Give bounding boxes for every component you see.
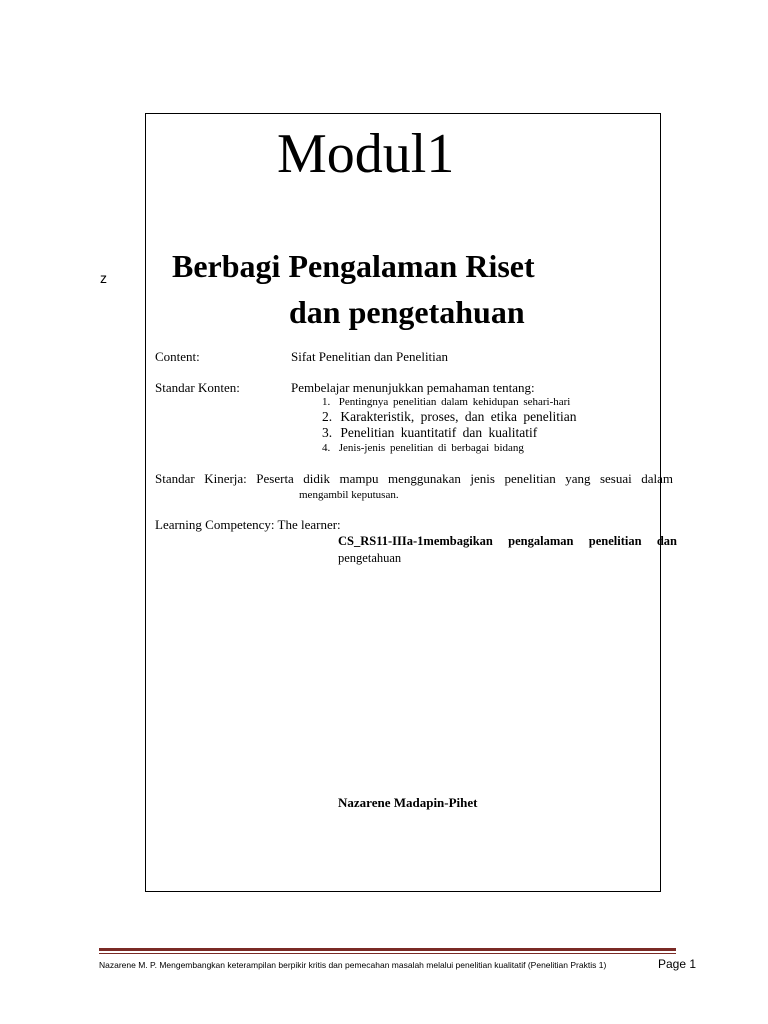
content-label: Content: — [155, 349, 200, 364]
competency-continuation: pengetahuan — [338, 551, 402, 565]
footer-text: Nazarene M. P. Mengembangkan keterampilan berpikir kritis dan pemecahan masalah melalui penelitian kualitatif (Penelitian Praktis 1) — [99, 960, 607, 970]
list-item: 2. Karakteristik, proses, dan etika penelitian — [322, 409, 577, 424]
standar-konten-list — [322, 395, 577, 455]
content-value: Sifat Penelitian dan Penelitian — [291, 349, 449, 364]
module-cover-frame — [145, 113, 661, 892]
main-title-line-2: dan pengetahuan — [289, 294, 525, 330]
competency-code-line: CS_RS11-IIIa-1membagikan pengalaman penelitian dan — [338, 534, 677, 548]
learning-competency-label: Learning Competency: The learner: — [155, 517, 341, 532]
footer-rule-thin — [99, 953, 676, 954]
author-name: Nazarene Madapin-Pihet — [338, 795, 478, 810]
standar-konten-intro: Pembelajar menunjukkan pemahaman tentang: — [291, 380, 535, 395]
standar-kinerja-line-1: Standar Kinerja: Peserta didik mampu menggunakan jenis penelitian yang sesuai dalam — [155, 471, 673, 486]
list-item: 1. Pentingnya penelitian dalam kehidupan sehari-hari — [322, 396, 571, 408]
list-item: 3. Penelitian kuantitatif dan kualitatif — [322, 425, 538, 440]
footer-rule-thick — [99, 948, 676, 951]
stray-mark: z — [100, 270, 107, 286]
page-number: Page 1 — [658, 957, 697, 971]
module-title: Modul1 — [277, 123, 455, 185]
list-item: 4. Jenis-jenis penelitian di berbagai bidang — [322, 442, 524, 454]
standar-kinerja-line-2: mengambil keputusan. — [299, 489, 399, 501]
standar-konten-label: Standar Konten: — [155, 380, 240, 395]
main-title-line-1: Berbagi Pengalaman Riset — [172, 248, 535, 284]
